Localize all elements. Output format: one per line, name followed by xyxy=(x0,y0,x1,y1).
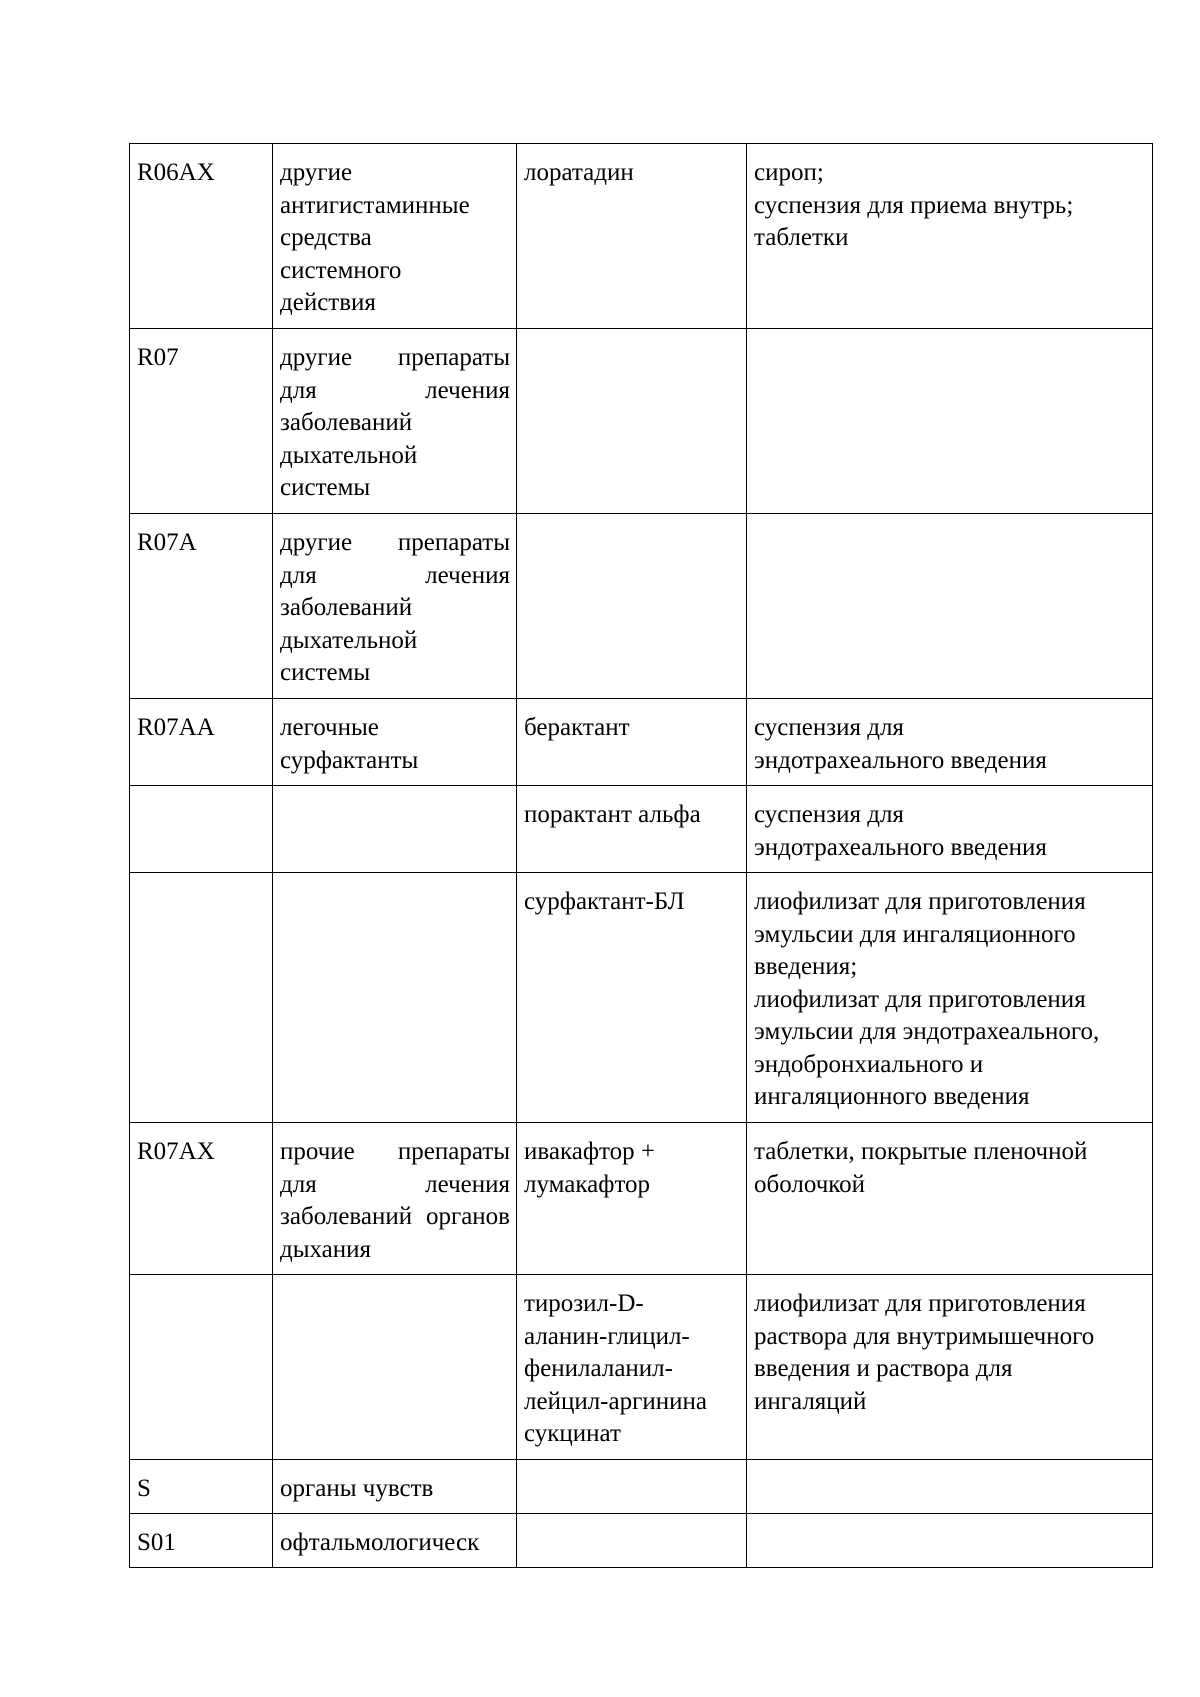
drug-name-cell xyxy=(517,514,747,699)
dosage-form-cell: лиофилизат для приготовления раствора для внутримышечного введения и раствора для ингаляций xyxy=(747,1275,1153,1460)
drug-name-cell: берактант xyxy=(517,699,747,786)
group-name-cell: другие препараты для лечения заболеваний дыхательной системы xyxy=(273,329,517,514)
atc-code-cell: S01 xyxy=(130,1514,273,1568)
drug-name-cell: тирозил-D- аланин-глицил- фенилаланил- лейцил-аргинина сукцинат xyxy=(517,1275,747,1460)
dosage-form-cell: суспензия для эндотрахеального введения xyxy=(747,786,1153,873)
group-name-cell: органы чувств xyxy=(273,1460,517,1514)
drug-name-cell: порактант альфа xyxy=(517,786,747,873)
atc-code-cell xyxy=(130,1275,273,1460)
dosage-form-cell xyxy=(747,514,1153,699)
dosage-form-cell xyxy=(747,329,1153,514)
atc-code-cell: R07AX xyxy=(130,1123,273,1275)
atc-code-cell xyxy=(130,786,273,873)
drug-name-cell: сурфактант-БЛ xyxy=(517,873,747,1123)
dosage-form-cell: суспензия для эндотрахеального введения xyxy=(747,699,1153,786)
group-name-cell: другие препараты для лечения заболеваний дыхательной системы xyxy=(273,514,517,699)
group-name-cell: прочие препараты для лечения заболеваний органов дыхания xyxy=(273,1123,517,1275)
medication-table xyxy=(129,143,1153,1568)
dosage-form-cell: сироп; суспензия для приема внутрь; таблетки xyxy=(747,144,1153,329)
table-row xyxy=(130,514,1153,699)
group-name-cell xyxy=(273,873,517,1123)
table-row xyxy=(130,786,1153,873)
atc-code-cell xyxy=(130,873,273,1123)
group-name-cell: легочные сурфактанты xyxy=(273,699,517,786)
table-row xyxy=(130,873,1153,1123)
atc-code-cell: R07A xyxy=(130,514,273,699)
table-row xyxy=(130,1460,1153,1514)
table-row xyxy=(130,329,1153,514)
table-row xyxy=(130,144,1153,329)
table-row xyxy=(130,699,1153,786)
table-row xyxy=(130,1123,1153,1275)
atc-code-cell: R06AX xyxy=(130,144,273,329)
drug-name-cell: ивакафтор + лумакафтор xyxy=(517,1123,747,1275)
group-name-cell xyxy=(273,1275,517,1460)
drug-name-cell xyxy=(517,1514,747,1568)
group-name-cell: другие антигистаминные средства системного действия xyxy=(273,144,517,329)
table-row xyxy=(130,1514,1153,1568)
atc-code-cell: R07AA xyxy=(130,699,273,786)
dosage-form-cell: таблетки, покрытые пленочной оболочкой xyxy=(747,1123,1153,1275)
dosage-form-cell xyxy=(747,1514,1153,1568)
atc-code-cell: S xyxy=(130,1460,273,1514)
atc-code-cell: R07 xyxy=(130,329,273,514)
dosage-form-cell: лиофилизат для приготовления эмульсии для ингаляционного введения; лиофилизат для приготовления эмульсии для эндотрахеального, эндобронхиального и ингаляционного введения xyxy=(747,873,1153,1123)
drug-name-cell: лоратадин xyxy=(517,144,747,329)
drug-name-cell xyxy=(517,1460,747,1514)
dosage-form-cell xyxy=(747,1460,1153,1514)
group-name-cell: офтальмологическ xyxy=(273,1514,517,1568)
table-row xyxy=(130,1275,1153,1460)
group-name-cell xyxy=(273,786,517,873)
drug-name-cell xyxy=(517,329,747,514)
